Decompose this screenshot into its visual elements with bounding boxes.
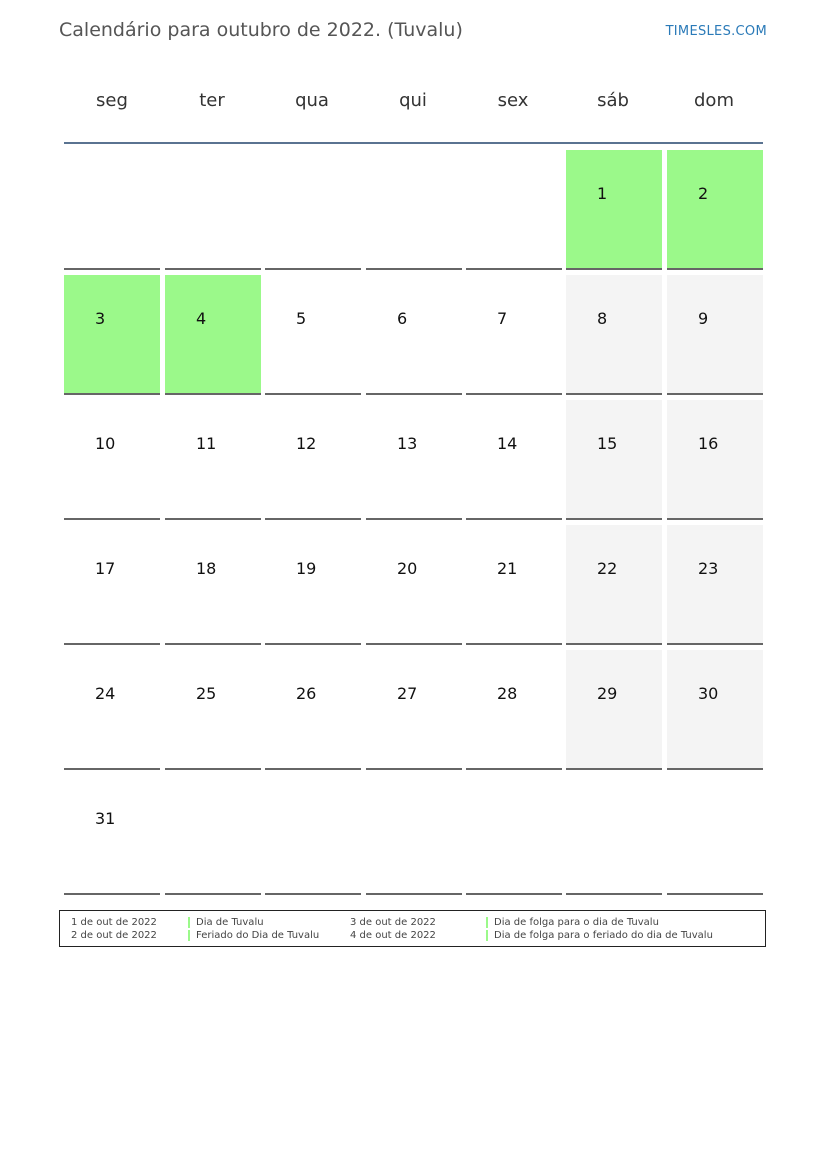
empty-day-cell xyxy=(466,775,562,895)
day-number: 7 xyxy=(497,309,508,328)
day-cell-11[interactable] xyxy=(165,400,261,520)
day-number: 5 xyxy=(296,309,307,328)
page-title: Calendário para outubro de 2022. (Tuvalu) xyxy=(59,19,463,41)
empty-day-cell xyxy=(667,775,763,895)
empty-day-cell xyxy=(165,150,261,270)
day-number: 15 xyxy=(597,434,618,453)
day-number: 2 xyxy=(698,184,709,203)
weekday-sun: dom xyxy=(694,90,734,111)
legend-swatch-3 xyxy=(486,917,488,928)
empty-day-cell xyxy=(265,150,361,270)
empty-day-cell xyxy=(165,775,261,895)
day-number: 28 xyxy=(497,684,518,703)
legend-name-3: Dia de folga para o dia de Tuvalu xyxy=(494,917,659,928)
empty-day-cell xyxy=(366,150,462,270)
day-number: 6 xyxy=(397,309,408,328)
legend-name-2: Feriado do Dia de Tuvalu xyxy=(196,930,320,941)
day-cell-22[interactable] xyxy=(566,525,662,645)
site-link[interactable]: TIMESLES.COM xyxy=(665,24,767,39)
legend-date-3: 3 de out de 2022 xyxy=(350,917,436,928)
day-cell-4[interactable] xyxy=(165,275,261,395)
day-number: 27 xyxy=(397,684,418,703)
day-number: 17 xyxy=(95,559,116,578)
legend-date-1: 1 de out de 2022 xyxy=(71,917,157,928)
empty-day-cell xyxy=(466,150,562,270)
day-cell-16[interactable] xyxy=(667,400,763,520)
weekday-fri: sex xyxy=(497,90,529,111)
day-cell-7[interactable] xyxy=(466,275,562,395)
legend-name-1: Dia de Tuvalu xyxy=(196,917,264,928)
weekday-header xyxy=(64,90,764,120)
day-cell-9[interactable] xyxy=(667,275,763,395)
day-cell-24[interactable] xyxy=(64,650,160,770)
day-number: 30 xyxy=(698,684,719,703)
weekday-thu: qui xyxy=(399,90,427,111)
weekday-wed: qua xyxy=(295,90,329,111)
day-cell-21[interactable] xyxy=(466,525,562,645)
day-cell-10[interactable] xyxy=(64,400,160,520)
legend-swatch-1 xyxy=(188,917,190,928)
day-number: 23 xyxy=(698,559,719,578)
day-cell-15[interactable] xyxy=(566,400,662,520)
day-number: 10 xyxy=(95,434,116,453)
day-cell-19[interactable] xyxy=(265,525,361,645)
day-cell-12[interactable] xyxy=(265,400,361,520)
day-cell-13[interactable] xyxy=(366,400,462,520)
day-number: 12 xyxy=(296,434,317,453)
day-number: 9 xyxy=(698,309,709,328)
day-cell-1[interactable] xyxy=(566,150,662,270)
day-number: 18 xyxy=(196,559,217,578)
day-number: 24 xyxy=(95,684,116,703)
day-number: 25 xyxy=(196,684,217,703)
day-cell-18[interactable] xyxy=(165,525,261,645)
day-cell-3[interactable] xyxy=(64,275,160,395)
day-cell-8[interactable] xyxy=(566,275,662,395)
day-number: 8 xyxy=(597,309,608,328)
day-cell-26[interactable] xyxy=(265,650,361,770)
day-cell-31[interactable] xyxy=(64,775,160,895)
day-number: 11 xyxy=(196,434,217,453)
legend-date-2: 2 de out de 2022 xyxy=(71,930,157,941)
day-number: 14 xyxy=(497,434,518,453)
day-number: 26 xyxy=(296,684,317,703)
legend-date-4: 4 de out de 2022 xyxy=(350,930,436,941)
legend-swatch-2 xyxy=(188,930,190,941)
legend-swatch-4 xyxy=(486,930,488,941)
day-number: 29 xyxy=(597,684,618,703)
empty-day-cell xyxy=(265,775,361,895)
empty-day-cell xyxy=(64,150,160,270)
day-number: 13 xyxy=(397,434,418,453)
day-cell-2[interactable] xyxy=(667,150,763,270)
day-cell-25[interactable] xyxy=(165,650,261,770)
day-number: 4 xyxy=(196,309,207,328)
legend-name-4: Dia de folga para o feriado do dia de Tuvalu xyxy=(494,930,713,941)
day-cell-27[interactable] xyxy=(366,650,462,770)
day-cell-28[interactable] xyxy=(466,650,562,770)
day-cell-14[interactable] xyxy=(466,400,562,520)
day-number: 20 xyxy=(397,559,418,578)
weekday-sat: sáb xyxy=(597,90,629,111)
day-cell-30[interactable] xyxy=(667,650,763,770)
header-divider xyxy=(64,142,763,144)
day-number: 21 xyxy=(497,559,518,578)
day-number: 19 xyxy=(296,559,317,578)
empty-day-cell xyxy=(566,775,662,895)
day-cell-29[interactable] xyxy=(566,650,662,770)
weekday-tue: ter xyxy=(199,90,225,111)
day-cell-20[interactable] xyxy=(366,525,462,645)
weekday-mon: seg xyxy=(96,90,128,111)
holiday-legend xyxy=(59,910,766,947)
day-cell-6[interactable] xyxy=(366,275,462,395)
empty-day-cell xyxy=(366,775,462,895)
day-number: 22 xyxy=(597,559,618,578)
day-number: 16 xyxy=(698,434,719,453)
day-number: 31 xyxy=(95,809,116,828)
day-cell-17[interactable] xyxy=(64,525,160,645)
day-number: 3 xyxy=(95,309,106,328)
day-cell-5[interactable] xyxy=(265,275,361,395)
day-cell-23[interactable] xyxy=(667,525,763,645)
day-number: 1 xyxy=(597,184,608,203)
